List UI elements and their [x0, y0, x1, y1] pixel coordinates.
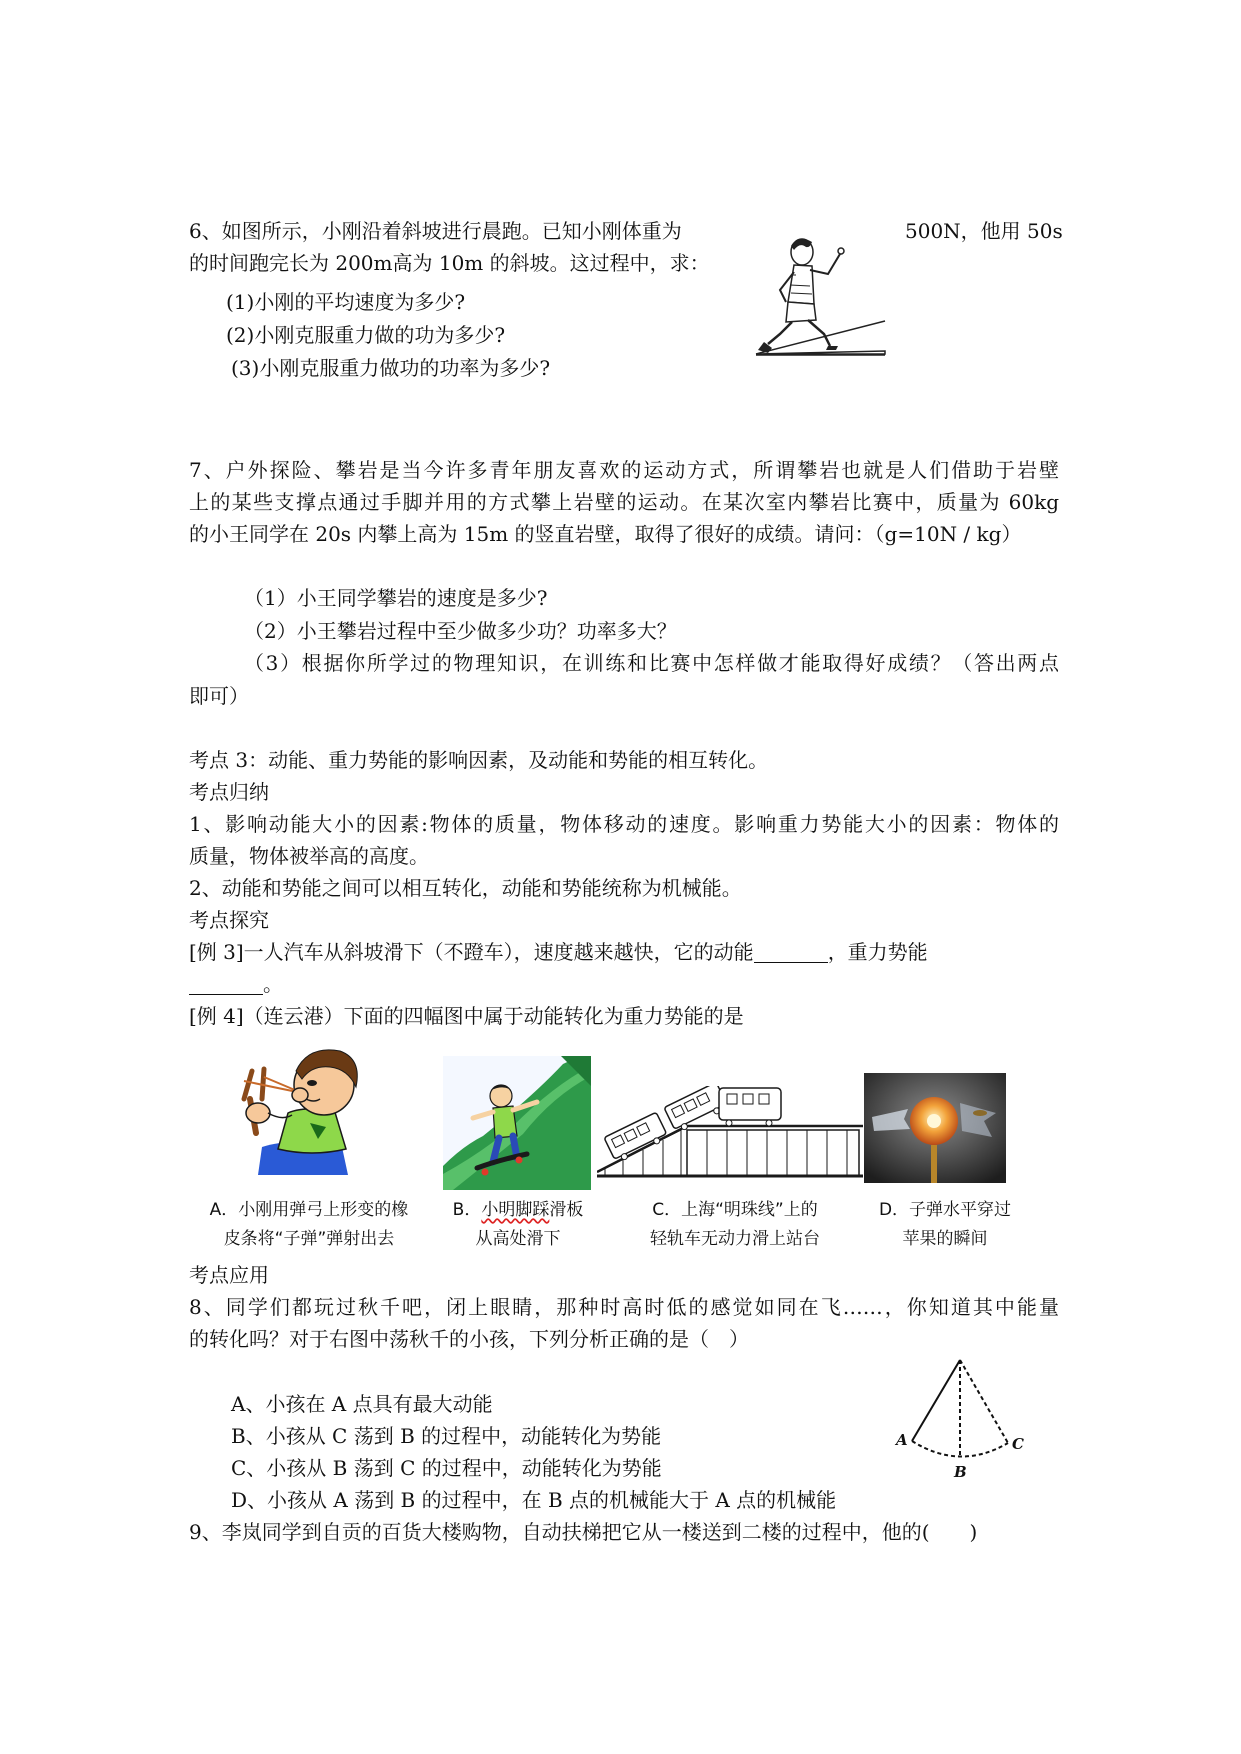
q6-sub2: (2)小刚克服重力做的功为多少?: [226, 323, 506, 347]
example3-line2: [189, 971, 283, 997]
example3-line1: [189, 939, 928, 965]
answer-blank-potential: [189, 974, 263, 995]
picture-b-skateboard: [443, 1056, 591, 1190]
point3-item1-line2: 质量，物体被举高的高度。: [189, 844, 429, 868]
point3-item2: 2、动能和势能之间可以相互转化，动能和势能统称为机械能。: [189, 876, 742, 900]
answer-blank-kinetic: [754, 942, 828, 963]
caption-b-line2: 从高处滑下: [475, 1229, 561, 1249]
q7-line1: 7、户外探险、攀岩是当今许多青年朋友喜欢的运动方式，所谓攀岩也就是人们借助于岩壁: [189, 458, 1059, 482]
q7-line2: 上的某些支撑点通过手脚并用的方式攀上岩壁的运动。在某次室内攀岩比赛中，质量为 60kg: [189, 490, 1059, 514]
point3-title: 考点 3：动能、重力势能的影响因素，及动能和势能的相互转化。: [189, 748, 769, 772]
caption-d-line1: D．子弹水平穿过: [878, 1200, 1012, 1220]
swing-label-a: A: [896, 1431, 908, 1449]
q6-sub1: (1)小刚的平均速度为多少?: [226, 290, 466, 314]
q8-option-d: D、小孩从 A 荡到 B 的过程中，在 B 点的机械能大于 A 点的机械能: [231, 1488, 837, 1512]
picture-c-train: [597, 1086, 863, 1182]
caption-d-line2: 苹果的瞬间: [902, 1229, 988, 1249]
apply-label: 考点应用: [189, 1263, 269, 1287]
q8-line2: 的转化吗？对于右图中荡秋千的小孩，下列分析正确的是（ ）: [189, 1327, 749, 1351]
swing-label-b: B: [954, 1463, 967, 1480]
example3-text-a: [例 3]一人汽车从斜坡滑下（不蹬车），速度越来越快，它的动能: [189, 940, 754, 964]
swing-diagram: [890, 1355, 1040, 1480]
picture-a-slingshot: [222, 1043, 382, 1175]
example4-question: [例 4]（连云港）下面的四幅图中属于动能转化为重力势能的是: [189, 1004, 744, 1028]
explore-label: 考点探究: [189, 908, 269, 932]
q7-line3: 的小王同学在 20s 内攀上高为 15m 的竖直岩壁，取得了很好的成绩。请问：（g=10N / kg）: [189, 522, 1022, 546]
caption-c-line2: 轻轨车无动力滑上站台: [650, 1229, 820, 1249]
q6-line1-right: 500N，他用 50s: [905, 219, 1063, 243]
caption-b-line1: [433, 1198, 603, 1222]
q7-sub3: （3）根据你所学过的物理知识，在训练和比赛中怎样做才能取得好成绩？（答出两点: [244, 651, 1059, 675]
q8-option-b: B、小孩从 C 荡到 B 的过程中，动能转化为势能: [231, 1424, 662, 1448]
q8-option-c: C、小孩从 B 荡到 C 的过程中，动能转化为势能: [231, 1456, 662, 1480]
caption-b-prefix: B．: [452, 1200, 482, 1220]
caption-c-line1: C．上海“明珠线”上的: [652, 1200, 818, 1220]
q7-sub2: （2）小王攀岩过程中至少做多少功？功率多大？: [244, 619, 677, 643]
caption-b-underlined: 小明脚踩: [481, 1200, 550, 1220]
q9-line1: 9、李岚同学到自贡的百货大楼购物，自动扶梯把它从一楼送到二楼的过程中，他的( ): [189, 1520, 978, 1544]
point3-item1-line1: 1、影响动能大小的因素:物体的质量，物体移动的速度。影响重力势能大小的因素：物体的: [189, 812, 1059, 836]
q6-sub3: (3)小刚克服重力做功的功率为多少?: [231, 356, 551, 380]
runner-figure: [750, 230, 890, 360]
q6-line2: 的时间跑完长为 200m高为 10m 的斜坡。这过程中，求：: [189, 251, 710, 275]
q7-sub3-cont: 即可）: [189, 684, 249, 708]
swing-label-c: C: [1012, 1435, 1024, 1453]
picture-d-apple: [864, 1073, 1006, 1183]
q8-option-a: A、小孩在 A 点具有最大动能: [231, 1392, 493, 1416]
example3-text-b: ，重力势能: [827, 940, 928, 964]
caption-b-suffix: 滑板: [549, 1200, 584, 1220]
q7-sub1: （1）小王同学攀岩的速度是多少?: [244, 586, 548, 610]
summary-label: 考点归纳: [189, 780, 269, 804]
example3-end: 。: [263, 972, 283, 996]
q6-line1: 6、如图所示，小刚沿着斜坡进行晨跑。已知小刚体重为: [189, 219, 682, 243]
q8-line1: 8、同学们都玩过秋千吧，闭上眼睛，那种时高时低的感觉如同在飞……，你知道其中能量: [189, 1295, 1059, 1319]
caption-a-line1: A．小刚用弹弓上形变的橡: [209, 1200, 409, 1220]
caption-a-line2: 皮条将“子弹”弹射出去: [223, 1229, 395, 1249]
